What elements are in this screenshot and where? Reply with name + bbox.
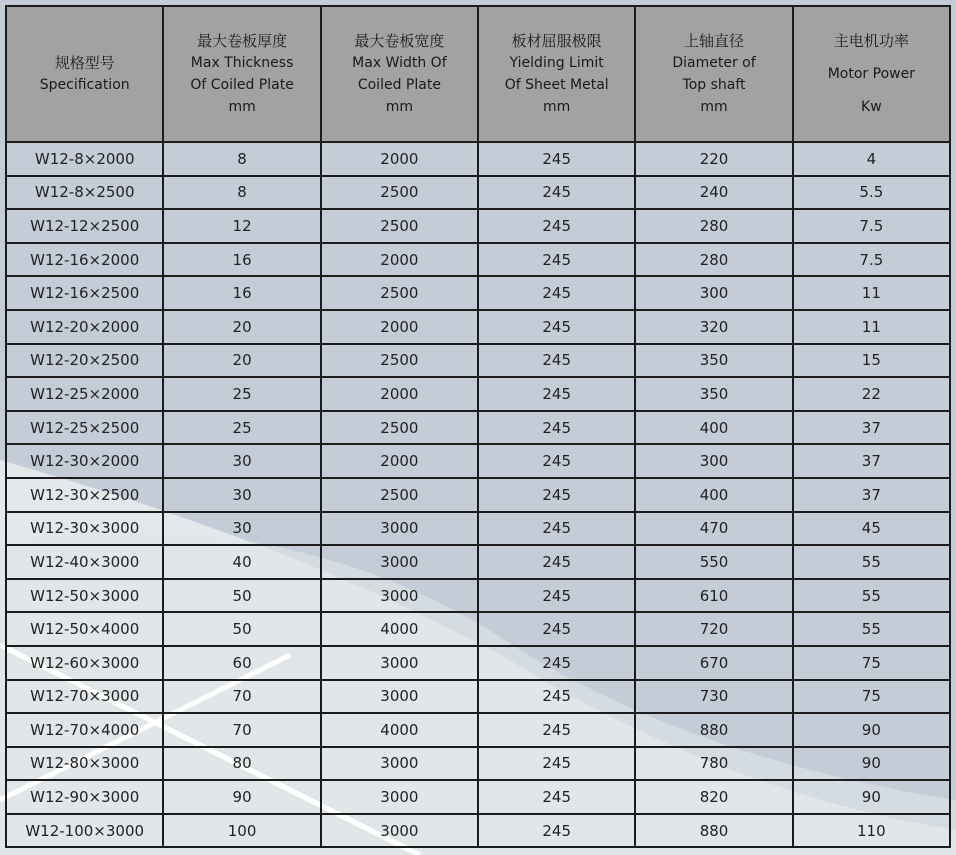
cell-max-thickness: 100 bbox=[163, 814, 320, 848]
header-en-label: Specification bbox=[39, 77, 130, 93]
cell-yielding-limit: 245 bbox=[478, 579, 635, 613]
cell-top-shaft-diameter: 350 bbox=[635, 344, 792, 378]
cell-top-shaft-diameter: 730 bbox=[635, 680, 792, 714]
cell-motor-power: 5.5 bbox=[793, 176, 950, 210]
cell-max-width: 2500 bbox=[321, 344, 478, 378]
table-row bbox=[6, 344, 950, 378]
cell-top-shaft-diameter: 280 bbox=[635, 209, 792, 243]
cell-motor-power: 75 bbox=[793, 646, 950, 680]
header-cn-label: 最大卷板厚度 bbox=[197, 32, 288, 50]
cell-yielding-limit: 245 bbox=[478, 512, 635, 546]
header-en-label: Max Thickness bbox=[190, 55, 294, 71]
cell-max-width: 2000 bbox=[321, 243, 478, 277]
cell-specification: W12-90×3000 bbox=[6, 780, 163, 814]
table-row bbox=[6, 310, 950, 344]
cell-specification: W12-70×3000 bbox=[6, 680, 163, 714]
cell-yielding-limit: 245 bbox=[478, 612, 635, 646]
table-row bbox=[6, 478, 950, 512]
cell-max-thickness: 50 bbox=[163, 612, 320, 646]
table-row bbox=[6, 444, 950, 478]
cell-top-shaft-diameter: 880 bbox=[635, 713, 792, 747]
cell-max-width: 2500 bbox=[321, 411, 478, 445]
cell-yielding-limit: 245 bbox=[478, 646, 635, 680]
cell-motor-power: 7.5 bbox=[793, 209, 950, 243]
cell-max-width: 3000 bbox=[321, 680, 478, 714]
cell-yielding-limit: 245 bbox=[478, 713, 635, 747]
cell-max-thickness: 30 bbox=[163, 478, 320, 512]
table-row bbox=[6, 780, 950, 814]
table-row bbox=[6, 579, 950, 613]
cell-max-thickness: 25 bbox=[163, 411, 320, 445]
header-en-label: mm bbox=[228, 99, 256, 115]
cell-top-shaft-diameter: 470 bbox=[635, 512, 792, 546]
cell-max-thickness: 90 bbox=[163, 780, 320, 814]
table-row bbox=[6, 545, 950, 579]
cell-max-width: 2000 bbox=[321, 377, 478, 411]
cell-top-shaft-diameter: 550 bbox=[635, 545, 792, 579]
header-cn-label: 规格型号 bbox=[54, 54, 115, 72]
header-en-label: Kw bbox=[861, 99, 882, 115]
table-row bbox=[6, 276, 950, 310]
header-cn-label: 上轴直径 bbox=[684, 32, 745, 50]
cell-max-width: 4000 bbox=[321, 612, 478, 646]
header-en-label: mm bbox=[700, 99, 728, 115]
cell-motor-power: 55 bbox=[793, 545, 950, 579]
cell-max-thickness: 8 bbox=[163, 176, 320, 210]
header-en-label: mm bbox=[385, 99, 414, 115]
table-row bbox=[6, 646, 950, 680]
cell-max-thickness: 8 bbox=[163, 142, 320, 176]
cell-specification: W12-30×2500 bbox=[6, 478, 163, 512]
header-max-width bbox=[321, 6, 478, 142]
cell-yielding-limit: 245 bbox=[478, 411, 635, 445]
cell-max-thickness: 12 bbox=[163, 209, 320, 243]
table-row bbox=[6, 411, 950, 445]
cell-motor-power: 55 bbox=[793, 579, 950, 613]
cell-top-shaft-diameter: 350 bbox=[635, 377, 792, 411]
cell-yielding-limit: 245 bbox=[478, 680, 635, 714]
cell-max-width: 2000 bbox=[321, 444, 478, 478]
table-row bbox=[6, 512, 950, 546]
cell-specification: W12-25×2000 bbox=[6, 377, 163, 411]
cell-motor-power: 11 bbox=[793, 310, 950, 344]
cell-motor-power: 90 bbox=[793, 747, 950, 781]
cell-max-width: 3000 bbox=[321, 579, 478, 613]
header-en-label: Motor Power bbox=[827, 66, 915, 82]
table-row bbox=[6, 814, 950, 848]
cell-max-thickness: 20 bbox=[163, 310, 320, 344]
table-row bbox=[6, 680, 950, 714]
cell-specification: W12-8×2000 bbox=[6, 142, 163, 176]
cell-motor-power: 11 bbox=[793, 276, 950, 310]
cell-max-width: 3000 bbox=[321, 512, 478, 546]
cell-max-thickness: 16 bbox=[163, 243, 320, 277]
cell-specification: W12-16×2000 bbox=[6, 243, 163, 277]
table-row bbox=[6, 209, 950, 243]
cell-motor-power: 55 bbox=[793, 612, 950, 646]
cell-motor-power: 15 bbox=[793, 344, 950, 378]
table-row bbox=[6, 142, 950, 176]
cell-yielding-limit: 245 bbox=[478, 276, 635, 310]
cell-top-shaft-diameter: 300 bbox=[635, 444, 792, 478]
cell-yielding-limit: 245 bbox=[478, 243, 635, 277]
header-yielding-limit bbox=[478, 6, 635, 142]
specification-table bbox=[5, 5, 951, 848]
cell-max-thickness: 30 bbox=[163, 512, 320, 546]
cell-max-width: 2000 bbox=[321, 142, 478, 176]
header-cn-label: 最大卷板宽度 bbox=[354, 32, 445, 50]
cell-specification: W12-40×3000 bbox=[6, 545, 163, 579]
cell-top-shaft-diameter: 780 bbox=[635, 747, 792, 781]
header-en-label: Coiled Plate bbox=[357, 77, 441, 93]
cell-top-shaft-diameter: 720 bbox=[635, 612, 792, 646]
cell-specification: W12-20×2500 bbox=[6, 344, 163, 378]
cell-max-width: 2500 bbox=[321, 176, 478, 210]
cell-max-width: 3000 bbox=[321, 545, 478, 579]
cell-max-width: 3000 bbox=[321, 814, 478, 848]
header-en-label: Top shaft bbox=[682, 77, 746, 93]
cell-max-width: 2500 bbox=[321, 478, 478, 512]
cell-yielding-limit: 245 bbox=[478, 344, 635, 378]
cell-max-thickness: 50 bbox=[163, 579, 320, 613]
cell-max-thickness: 70 bbox=[163, 713, 320, 747]
cell-max-thickness: 70 bbox=[163, 680, 320, 714]
header-row bbox=[6, 6, 950, 142]
header-en-label: Max Width Of bbox=[352, 55, 447, 71]
cell-motor-power: 45 bbox=[793, 512, 950, 546]
cell-specification: W12-8×2500 bbox=[6, 176, 163, 210]
cell-top-shaft-diameter: 400 bbox=[635, 478, 792, 512]
header-en-label: Diameter of bbox=[672, 55, 756, 71]
cell-specification: W12-50×4000 bbox=[6, 612, 163, 646]
header-cn-label: 板材屈服极限 bbox=[511, 32, 602, 50]
table-row bbox=[6, 612, 950, 646]
cell-max-width: 4000 bbox=[321, 713, 478, 747]
cell-motor-power: 90 bbox=[793, 780, 950, 814]
cell-yielding-limit: 245 bbox=[478, 780, 635, 814]
header-cn-label: 主电机功率 bbox=[833, 32, 909, 50]
cell-top-shaft-diameter: 400 bbox=[635, 411, 792, 445]
cell-specification: W12-30×3000 bbox=[6, 512, 163, 546]
cell-top-shaft-diameter: 280 bbox=[635, 243, 792, 277]
header-motor-power bbox=[793, 6, 950, 142]
cell-motor-power: 37 bbox=[793, 478, 950, 512]
cell-max-width: 3000 bbox=[321, 646, 478, 680]
cell-yielding-limit: 245 bbox=[478, 478, 635, 512]
cell-specification: W12-70×4000 bbox=[6, 713, 163, 747]
header-en-label: Of Sheet Metal bbox=[504, 77, 609, 93]
cell-top-shaft-diameter: 240 bbox=[635, 176, 792, 210]
cell-max-thickness: 60 bbox=[163, 646, 320, 680]
cell-specification: W12-100×3000 bbox=[6, 814, 163, 848]
cell-max-thickness: 20 bbox=[163, 344, 320, 378]
cell-yielding-limit: 245 bbox=[478, 142, 635, 176]
header-top-shaft-diameter bbox=[635, 6, 792, 142]
cell-yielding-limit: 245 bbox=[478, 176, 635, 210]
cell-max-thickness: 16 bbox=[163, 276, 320, 310]
cell-yielding-limit: 245 bbox=[478, 814, 635, 848]
cell-motor-power: 110 bbox=[793, 814, 950, 848]
cell-motor-power: 37 bbox=[793, 444, 950, 478]
cell-motor-power: 4 bbox=[793, 142, 950, 176]
cell-max-thickness: 80 bbox=[163, 747, 320, 781]
cell-max-width: 3000 bbox=[321, 747, 478, 781]
cell-max-thickness: 40 bbox=[163, 545, 320, 579]
cell-top-shaft-diameter: 220 bbox=[635, 142, 792, 176]
cell-specification: W12-80×3000 bbox=[6, 747, 163, 781]
cell-motor-power: 22 bbox=[793, 377, 950, 411]
cell-max-thickness: 30 bbox=[163, 444, 320, 478]
cell-yielding-limit: 245 bbox=[478, 209, 635, 243]
cell-yielding-limit: 245 bbox=[478, 444, 635, 478]
cell-top-shaft-diameter: 670 bbox=[635, 646, 792, 680]
cell-specification: W12-50×3000 bbox=[6, 579, 163, 613]
cell-yielding-limit: 245 bbox=[478, 377, 635, 411]
cell-specification: W12-16×2500 bbox=[6, 276, 163, 310]
cell-yielding-limit: 245 bbox=[478, 747, 635, 781]
cell-max-width: 3000 bbox=[321, 780, 478, 814]
cell-motor-power: 90 bbox=[793, 713, 950, 747]
cell-motor-power: 7.5 bbox=[793, 243, 950, 277]
cell-top-shaft-diameter: 300 bbox=[635, 276, 792, 310]
header-max-thickness bbox=[163, 6, 320, 142]
cell-max-width: 2000 bbox=[321, 310, 478, 344]
cell-specification: W12-60×3000 bbox=[6, 646, 163, 680]
cell-top-shaft-diameter: 820 bbox=[635, 780, 792, 814]
cell-max-width: 2500 bbox=[321, 276, 478, 310]
cell-specification: W12-25×2500 bbox=[6, 411, 163, 445]
cell-max-width: 2500 bbox=[321, 209, 478, 243]
cell-yielding-limit: 245 bbox=[478, 310, 635, 344]
header-specification bbox=[6, 6, 163, 142]
table-row bbox=[6, 176, 950, 210]
cell-max-thickness: 25 bbox=[163, 377, 320, 411]
header-en-label: Yielding Limit bbox=[509, 55, 604, 71]
table-row bbox=[6, 747, 950, 781]
cell-top-shaft-diameter: 610 bbox=[635, 579, 792, 613]
cell-specification: W12-20×2000 bbox=[6, 310, 163, 344]
cell-top-shaft-diameter: 880 bbox=[635, 814, 792, 848]
cell-motor-power: 75 bbox=[793, 680, 950, 714]
cell-yielding-limit: 245 bbox=[478, 545, 635, 579]
table-row bbox=[6, 713, 950, 747]
table-row bbox=[6, 377, 950, 411]
table-row bbox=[6, 243, 950, 277]
cell-specification: W12-30×2000 bbox=[6, 444, 163, 478]
header-en-label: mm bbox=[543, 99, 571, 115]
header-en-label: Of Coiled Plate bbox=[190, 77, 294, 93]
cell-motor-power: 37 bbox=[793, 411, 950, 445]
cell-specification: W12-12×2500 bbox=[6, 209, 163, 243]
cell-top-shaft-diameter: 320 bbox=[635, 310, 792, 344]
